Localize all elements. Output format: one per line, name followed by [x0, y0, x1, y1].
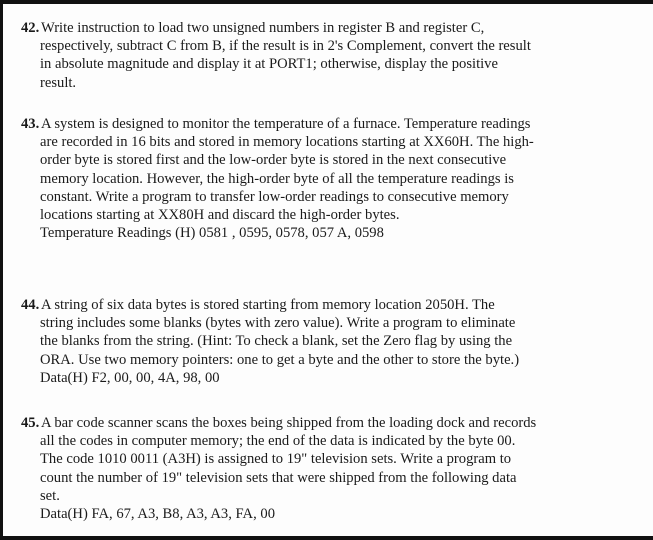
question-number: 45. — [21, 415, 40, 431]
question-number: 43. — [21, 116, 40, 132]
question-text — [40, 414, 641, 523]
question-line: Data(H) F2, 00, 00, 4A, 98, 00 — [40, 369, 220, 386]
question-text — [40, 19, 641, 92]
question-line: all the codes in computer memory; the end of the data is indicated by the byte 00. — [40, 433, 516, 450]
question-text — [40, 296, 641, 387]
question-text — [40, 115, 641, 242]
question-line: Data(H) FA, 67, A3, B8, A3, A3, FA, 00 — [40, 506, 275, 523]
question-line: constant. Write a program to transfer low-order readings to consecutive memory — [40, 188, 509, 205]
question-line: string includes some blanks (bytes with zero value). Write a program to eliminate — [40, 315, 516, 332]
question-line: memory location. However, the high-order byte of all the temperature readings is — [40, 170, 514, 187]
question-line: are recorded in 16 bits and stored in memory locations starting at XX60H. The high- — [40, 134, 534, 151]
question-line: A string of six data bytes is stored starting from memory location 2050H. The — [41, 297, 495, 313]
question-line: count the number of 19" television sets that were shipped from the following data — [40, 469, 517, 486]
question-line: ORA. Use two memory pointers: one to get a byte and the other to store the byte.) — [40, 351, 520, 368]
question-line: Temperature Readings (H) 0581 , 0595, 0578, 057 A, 0598 — [40, 225, 384, 242]
question-number: 42. — [21, 20, 40, 36]
question-line: A bar code scanner scans the boxes being shipped from the loading dock and records — [41, 415, 537, 431]
question-number: 44. — [21, 297, 40, 313]
question-line: locations starting at XX80H and discard the high-order bytes. — [40, 207, 400, 224]
question-line: A system is designed to monitor the temperature of a furnace. Temperature readings — [41, 116, 531, 132]
question-line: The code 1010 0011 (A3H) is assigned to 19" television sets. Write a program to — [40, 451, 512, 468]
question-line: the blanks from the string. (Hint: To check a blank, set the Zero flag by using the — [40, 333, 513, 350]
question-line: Write instruction to load two unsigned numbers in register B and register C, — [41, 20, 485, 36]
question-42 — [21, 19, 641, 92]
question-44 — [21, 296, 641, 387]
question-45 — [21, 414, 641, 523]
question-line: result. — [40, 74, 77, 91]
question-line: set. — [40, 487, 60, 504]
question-43 — [21, 115, 641, 242]
question-line: order byte is stored first and the low-order byte is stored in the next consecutive — [40, 152, 507, 169]
question-line: in absolute magnitude and display it at PORT1; otherwise, display the positive — [40, 56, 498, 73]
question-line: respectively, subtract C from B, if the result is in 2's Complement, convert the result — [40, 38, 531, 55]
